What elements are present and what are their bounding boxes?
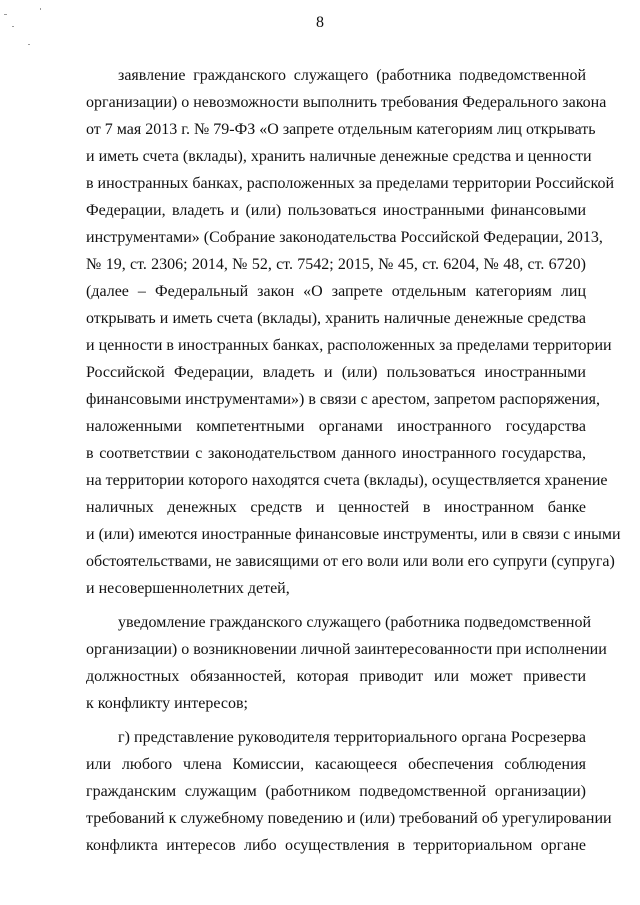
text-line: наличных денежных средств и ценностей в иностранном банке	[86, 499, 586, 516]
text-line: и (или) имеются иностранные финансовые инструменты, или в связи с иными	[86, 526, 621, 543]
scan-speck	[4, 14, 7, 15]
scan-speck	[40, 8, 41, 10]
text-line: требований к служебному поведению и (или) требований об урегулировании	[86, 810, 612, 827]
text-line: инструментами» (Собрание законодательства Российской Федерации, 2013,	[86, 229, 603, 246]
text-line: г) представление руководителя территориального органа Росрезерва	[118, 729, 586, 746]
text-line: уведомление гражданского служащего (работника подведомственной	[118, 614, 591, 631]
text-line: в соответствии с законодательством данного иностранного государства,	[86, 445, 586, 462]
text-line: № 19, ст. 2306; 2014, № 52, ст. 7542; 2015, № 45, ст. 6204, № 48, ст. 6720)	[86, 256, 586, 273]
text-line: конфликта интересов либо осуществления в территориальном органе	[86, 837, 586, 854]
text-line: на территории которого находятся счета (вклады), осуществляется хранение	[86, 472, 608, 489]
text-line: или любого члена Комиссии, касающееся обеспечения соблюдения	[86, 756, 586, 773]
text-line: гражданским служащим (работником подведомственной организации)	[86, 783, 586, 800]
page-number: 8	[316, 14, 324, 31]
text-line: наложенными компетентными органами иностранного государства	[86, 418, 586, 435]
text-line: Федерации, владеть и (или) пользоваться иностранными финансовыми	[86, 202, 586, 219]
text-line: в иностранных банках, расположенных за пределами территории Российской	[86, 175, 615, 192]
text-line: Российской Федерации, владеть и (или) пользоваться иностранными	[86, 364, 586, 381]
text-line: должностных обязанностей, которая приводит или может привести	[86, 668, 586, 685]
text-line: от 7 мая 2013 г. № 79-ФЗ «О запрете отдельным категориям лиц открывать	[86, 121, 596, 138]
text-line: организации) о возникновении личной заинтересованности при исполнении	[86, 641, 607, 658]
text-line: обстоятельствами, не зависящими от его воли или воли его супруги (супруга)	[86, 553, 615, 570]
text-line: и иметь счета (вклады), хранить наличные денежные средства и ценности	[86, 148, 592, 165]
text-line: открывать и иметь счета (вклады), хранить наличные денежные средства	[86, 310, 586, 327]
text-line: организации) о невозможности выполнить требования Федерального закона	[86, 94, 607, 111]
text-line: и несовершеннолетних детей,	[86, 580, 290, 597]
scan-speck	[28, 44, 30, 45]
scan-speck	[12, 26, 14, 27]
text-line: и ценности в иностранных банках, расположенных за пределами территории	[86, 337, 612, 354]
text-line: (далее – Федеральный закон «О запрете отдельным категориям лиц	[86, 283, 586, 300]
text-line: заявление гражданского служащего (работника подведомственной	[118, 67, 586, 84]
text-line: к конфликту интересов;	[86, 695, 248, 712]
text-line: финансовыми инструментами») в связи с арестом, запретом распоряжения,	[86, 391, 601, 408]
